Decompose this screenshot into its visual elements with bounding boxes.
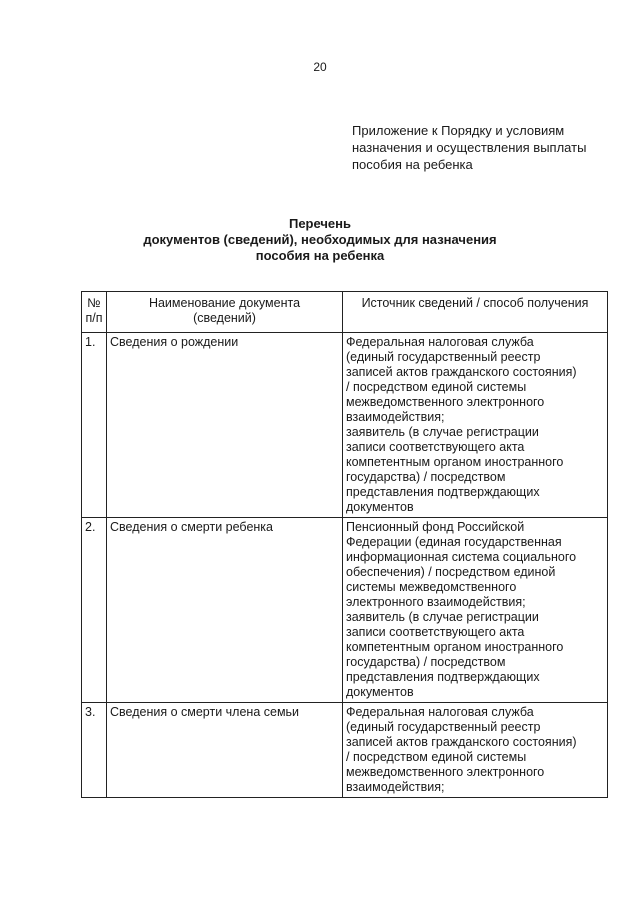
header-name [107, 292, 343, 333]
row-document-name: Сведения о смерти ребенка [107, 518, 343, 703]
source-line: взаимодействия; [346, 780, 445, 794]
header-num-line: № [87, 296, 101, 310]
source-line: документов [346, 685, 414, 699]
appendix-line: Приложение к Порядку и условиям [352, 123, 565, 138]
header-name-line: Наименование документа [148, 296, 301, 310]
source-line: Федеральная налоговая служба [346, 705, 534, 719]
page-number: 20 [313, 60, 327, 74]
source-line: записей актов гражданского состояния) [346, 365, 577, 379]
source-line: информационная система социального [346, 550, 577, 564]
appendix-note [352, 122, 622, 173]
title-line: пособия на ребенка [255, 248, 385, 263]
appendix-line: пособия на ребенка [352, 157, 473, 172]
source-line: записи соответствующего акта [346, 440, 525, 454]
source-line: записи соответствующего акта [346, 625, 525, 639]
documents-table [81, 291, 608, 798]
source-line: Пенсионный фонд Российской [346, 520, 525, 534]
source-line: компетентным органом иностранного [346, 640, 564, 654]
row-number: 2. [82, 518, 107, 703]
source-line: / посредством единой системы [346, 380, 527, 394]
row-source [343, 333, 608, 518]
header-source [343, 292, 608, 333]
source-line: представления подтверждающих [346, 485, 540, 499]
table-row [82, 703, 608, 798]
source-line: взаимодействия; [346, 410, 445, 424]
source-line: межведомственного электронного [346, 765, 545, 779]
source-line: системы межведомственного [346, 580, 517, 594]
row-document-name: Сведения о рождении [107, 333, 343, 518]
source-line: заявитель (в случае регистрации [346, 610, 539, 624]
source-line: заявитель (в случае регистрации [346, 425, 539, 439]
source-line: компетентным органом иностранного [346, 455, 564, 469]
source-line: межведомственного электронного [346, 395, 545, 409]
source-line: обеспечения) / посредством единой [346, 565, 556, 579]
header-num-line: п/п [85, 311, 103, 325]
appendix-line: назначения и осуществления выплаты [352, 140, 587, 155]
table-header-row [82, 292, 608, 333]
row-number: 3. [82, 703, 107, 798]
title-line: документов (сведений), необходимых для назначения [143, 232, 497, 247]
row-document-name: Сведения о смерти члена семьи [107, 703, 343, 798]
source-line: электронного взаимодействия; [346, 595, 526, 609]
source-line: / посредством единой системы [346, 750, 527, 764]
source-line: Федеральная налоговая служба [346, 335, 534, 349]
source-line: (единый государственный реестр [346, 720, 541, 734]
row-number: 1. [82, 333, 107, 518]
source-line: представления подтверждающих [346, 670, 540, 684]
row-source [343, 703, 608, 798]
header-name-line: (сведений) [193, 311, 256, 325]
source-line: (единый государственный реестр [346, 350, 541, 364]
header-num [82, 292, 107, 333]
source-line: документов [346, 500, 414, 514]
source-line: записей актов гражданского состояния) [346, 735, 577, 749]
source-line: государства) / посредством [346, 470, 506, 484]
document-title [0, 216, 640, 264]
title-line: Перечень [288, 216, 352, 231]
table-row [82, 333, 608, 518]
table-row [82, 518, 608, 703]
source-line: Федерации (единая государственная [346, 535, 562, 549]
row-source [343, 518, 608, 703]
source-line: государства) / посредством [346, 655, 506, 669]
header-source-line: Источник сведений / способ получения [361, 296, 589, 310]
